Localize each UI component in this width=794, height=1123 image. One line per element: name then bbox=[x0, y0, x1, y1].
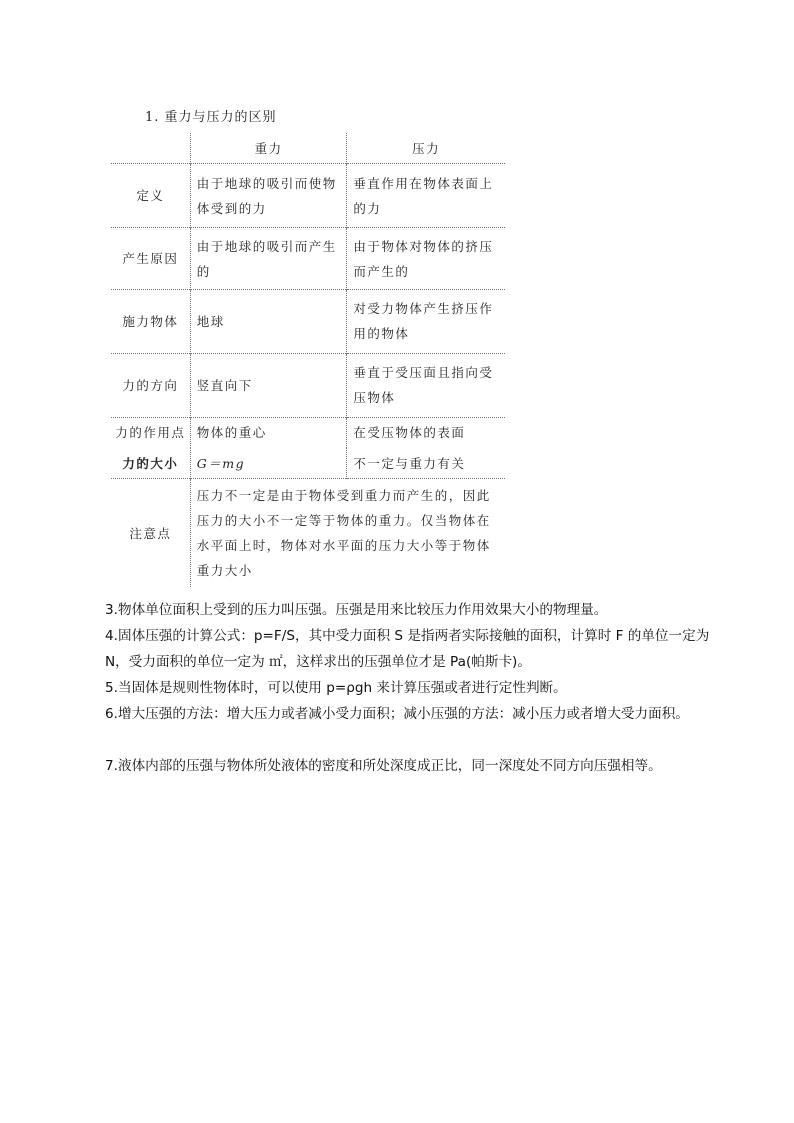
table-row bbox=[111, 289, 505, 353]
row-label: 力的作用点 bbox=[115, 425, 186, 441]
note-text: 压力不一定是由于物体受到重力而产生的，因此压力的大小不一定等于物体的重力。仅当物体在水平面上时，物体对水平面的压力大小等于物体重力大小 bbox=[190, 479, 505, 587]
row-gravity-cell: 竖直向下 bbox=[190, 353, 347, 417]
row-gravity-cell: 物体的重心 bbox=[190, 417, 347, 448]
table-header-row bbox=[111, 133, 505, 164]
table-header-pressure: 压力 bbox=[347, 133, 505, 164]
table-title: 1. 重力与压力的区别 bbox=[145, 110, 277, 125]
row-label: 力的方向 bbox=[122, 377, 179, 393]
row-pressure-cell: 对受力物体产生挤压作用的物体 bbox=[347, 289, 505, 353]
table-row bbox=[111, 164, 505, 228]
row-gravity-cell: G＝mg bbox=[190, 448, 347, 479]
table-header-blank bbox=[111, 133, 190, 164]
note-label: 注意点 bbox=[129, 525, 172, 541]
row-label: 力的大小 bbox=[122, 455, 179, 471]
table-row bbox=[111, 417, 505, 448]
table-header-gravity: 重力 bbox=[190, 133, 347, 164]
gravity-pressure-table bbox=[111, 133, 505, 587]
paragraph-4: 4.固体压强的计算公式：p=F/S，其中受力面积 S 是指两者实际接触的面积，计算时 F 的单位一定为 N，受力面积的单位一定为 ㎡，这样求出的压强单位才是 Pa(帕斯卡)。 bbox=[105, 628, 710, 670]
paragraph-3: 3.物体单位面积上受到的压力叫压强。压强是用来比较压力作用效果大小的物理量。 bbox=[105, 602, 608, 618]
row-pressure-cell: 垂直于受压面且指向受压物体 bbox=[347, 353, 505, 417]
row-pressure-cell: 垂直作用在物体表面上的力 bbox=[347, 164, 505, 228]
paragraph-7: 7.液体内部的压强与物体所处液体的密度和所处深度成正比，同一深度处不同方向压强相等。 bbox=[105, 758, 662, 774]
table-note-row bbox=[111, 479, 505, 587]
paragraph-6: 6.增大压强的方法：增大压力或者减小受力面积；减小压强的方法：减小压力或者增大受力面积。 bbox=[105, 706, 689, 722]
row-pressure-cell: 由于物体对物体的挤压而产生的 bbox=[347, 228, 505, 290]
row-label: 产生原因 bbox=[122, 251, 179, 267]
row-pressure-cell: 不一定与重力有关 bbox=[347, 448, 505, 479]
row-pressure-cell: 在受压物体的表面 bbox=[347, 417, 505, 448]
table-row bbox=[111, 448, 505, 479]
row-gravity-cell: 由于地球的吸引而使物体受到的力 bbox=[190, 164, 347, 228]
table-row bbox=[111, 228, 505, 290]
row-label: 定义 bbox=[136, 188, 165, 204]
table-row bbox=[111, 353, 505, 417]
row-label: 施力物体 bbox=[122, 313, 179, 329]
paragraph-5: 5.当固体是规则性物体时，可以使用 p=ρgh 来计算压强或者进行定性判断。 bbox=[105, 680, 567, 696]
row-gravity-cell: 由于地球的吸引而产生的 bbox=[190, 228, 347, 290]
row-gravity-cell: 地球 bbox=[190, 289, 347, 353]
